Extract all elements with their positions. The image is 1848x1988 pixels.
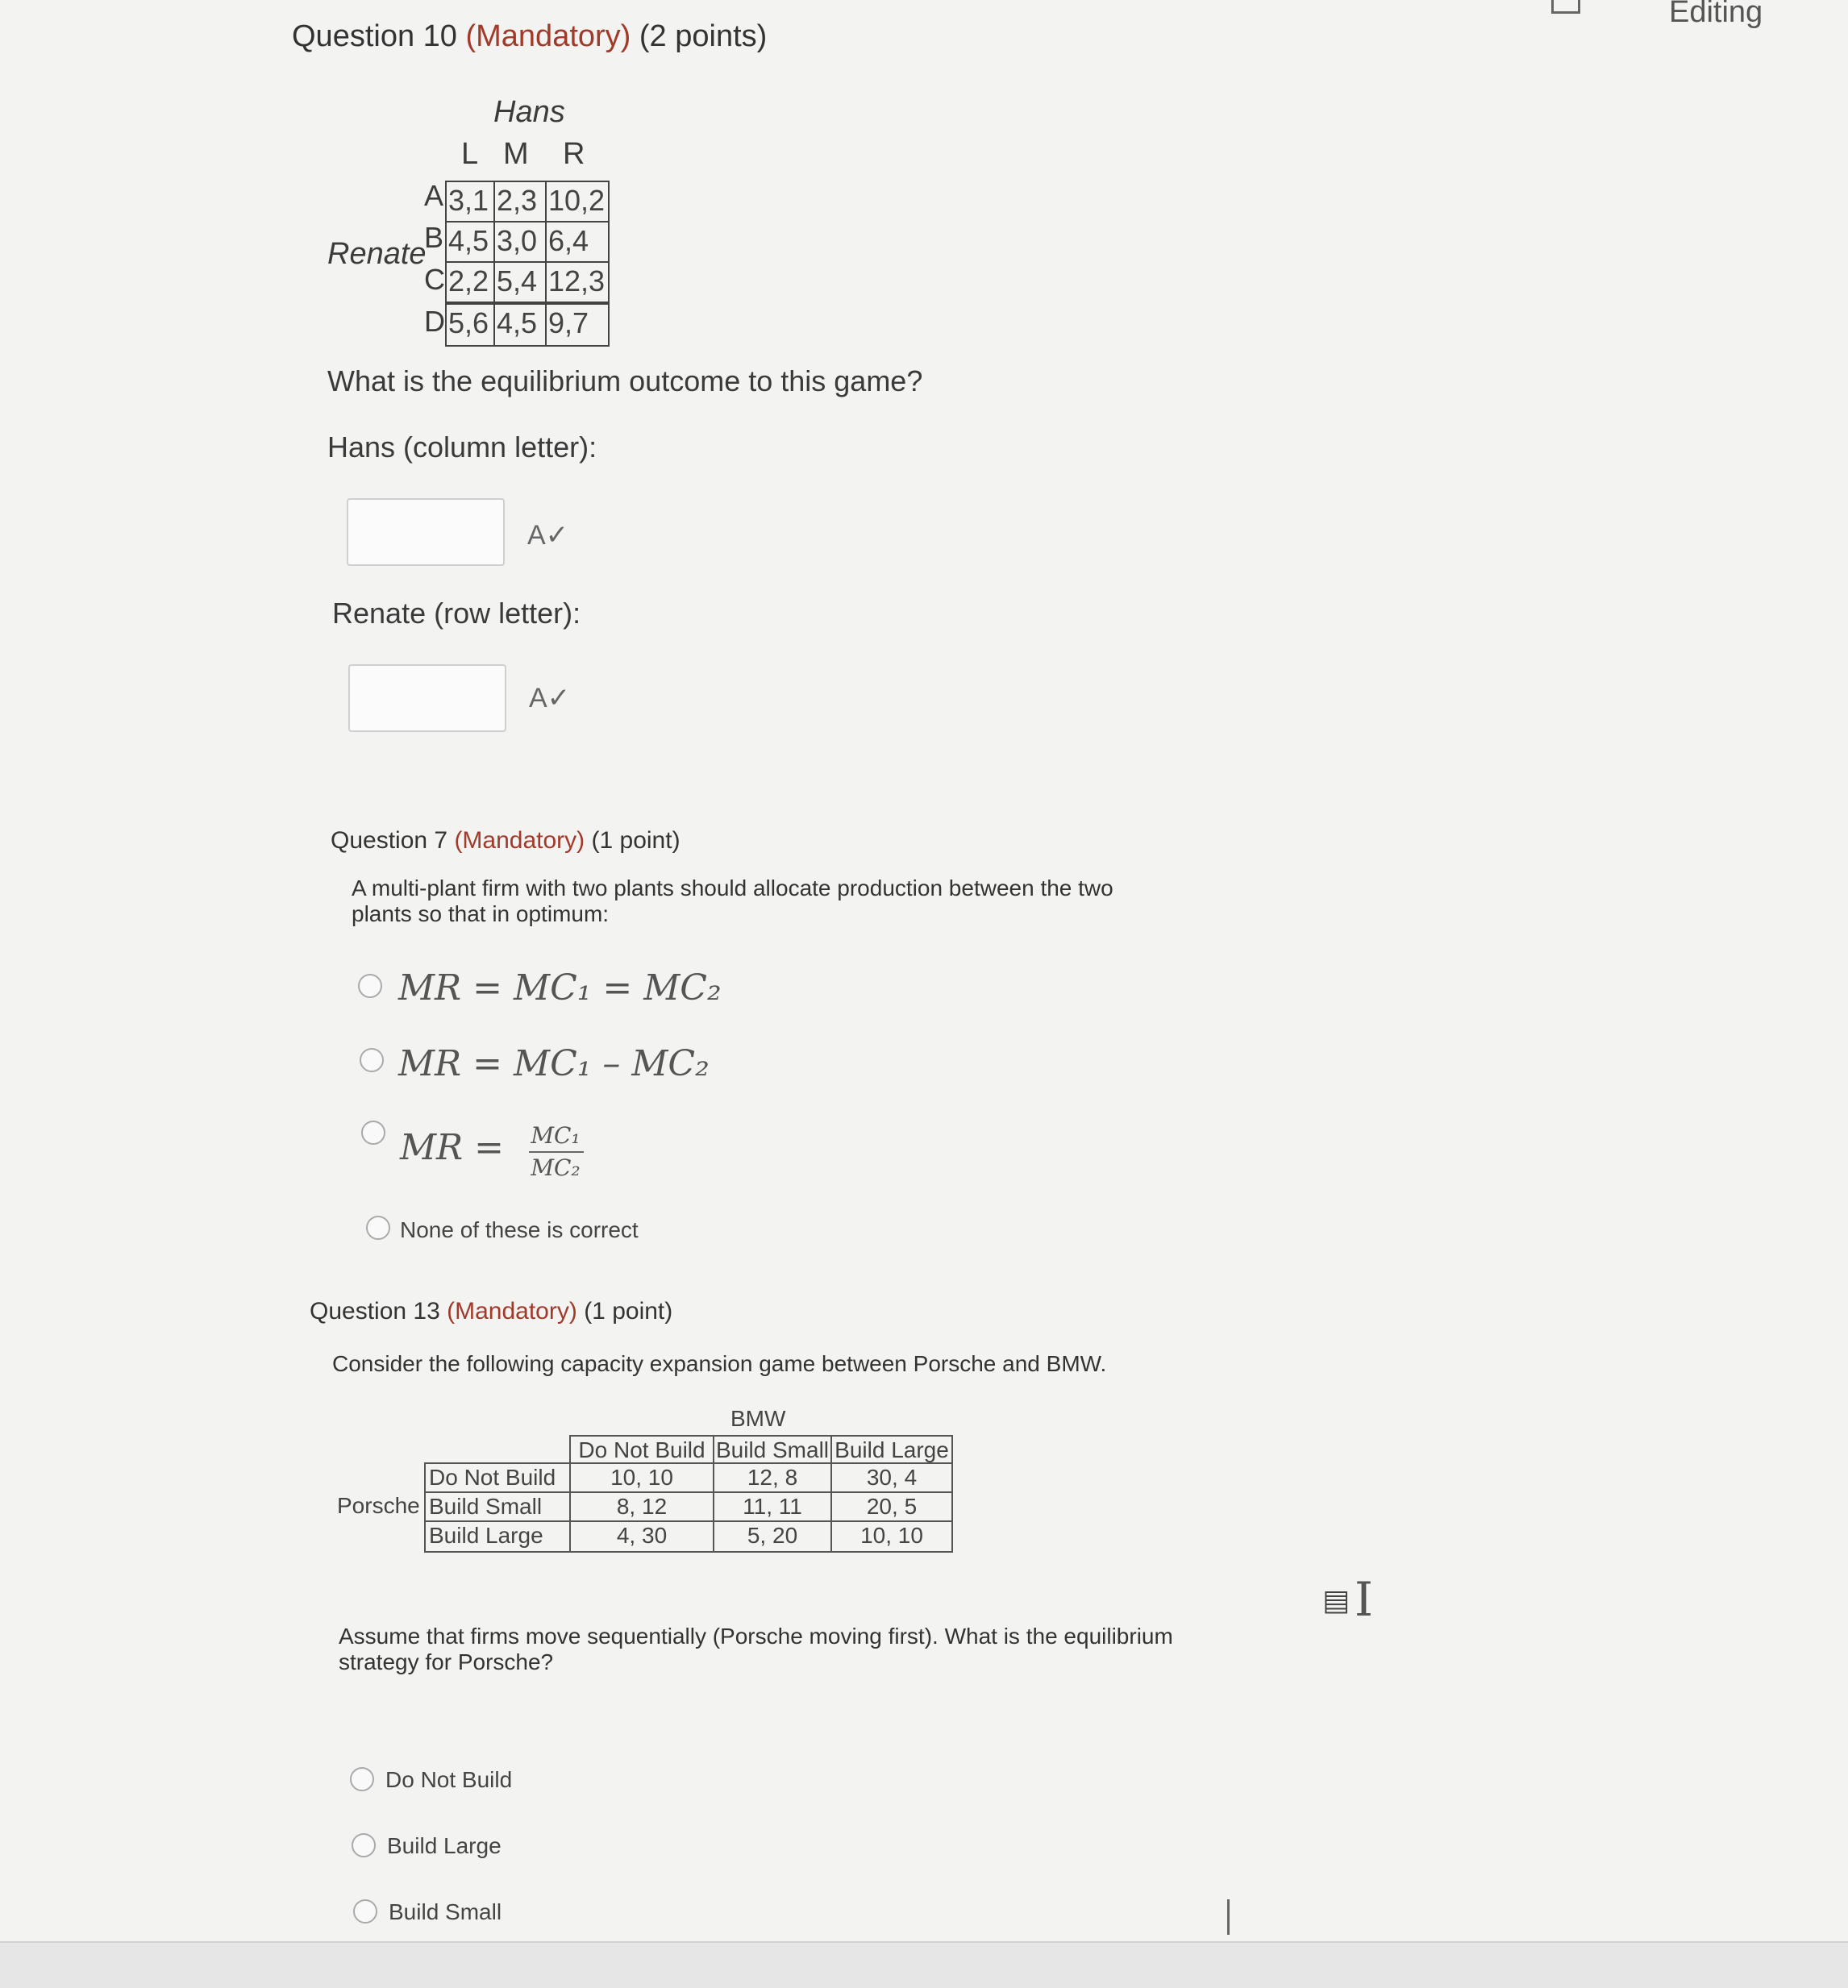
q7-title: Question 7 — [331, 827, 448, 854]
q13-option-do-not-build[interactable]: Do Not Build — [385, 1767, 513, 1792]
q10-row-player: Renate — [327, 237, 427, 271]
q7-radio-2[interactable] — [360, 1048, 384, 1072]
q10-cell-A-M: 2,3 — [493, 181, 547, 223]
q10-cell-B-M: 3,0 — [493, 221, 547, 263]
renate-answer-input[interactable] — [348, 664, 506, 732]
q10-row-D: D — [424, 305, 445, 338]
q13-col-player: BMW — [730, 1406, 786, 1431]
q10-header — [292, 19, 767, 54]
q13-cell-2-3: 20, 5 — [830, 1491, 953, 1522]
q10-cell-A-R: 10,2 — [545, 181, 610, 223]
q13-col-do-not-build: Do Not Build — [569, 1435, 714, 1464]
q10-row-A: A — [424, 179, 444, 212]
q13-cell-2-2: 11, 11 — [713, 1491, 832, 1522]
q7-option-3-denominator: MC₂ — [531, 1154, 581, 1181]
q10-prompt: What is the equilibrium outcome to this game? — [327, 364, 923, 397]
q10-cell-B-R: 6,4 — [545, 221, 610, 263]
q13-question-line1: Assume that firms move sequentially (Porsche moving first). What is the equilibrium — [339, 1624, 1173, 1649]
q13-intro: Consider the following capacity expansion game between Porsche and BMW. — [332, 1351, 1107, 1376]
hans-prompt: Hans (column letter): — [327, 430, 597, 464]
q7-mandatory: (Mandatory) — [454, 827, 585, 854]
q10-row-C: C — [424, 263, 445, 296]
q13-cell-3-1: 4, 30 — [569, 1520, 714, 1553]
q7-option-3-numerator: MC₁ — [531, 1122, 581, 1149]
spellcheck-icon[interactable]: A✓ — [529, 683, 571, 713]
q7-text-line1: A multi-plant firm with two plants should allocate production between the two — [352, 875, 1113, 900]
q13-points: (1 point) — [584, 1298, 673, 1325]
q13-radio-build-small[interactable] — [353, 1899, 377, 1924]
spellcheck-icon[interactable]: A✓ — [527, 520, 569, 551]
q13-cell-1-1: 10, 10 — [569, 1462, 714, 1493]
q7-text-line2: plants so that in optimum: — [352, 901, 610, 926]
q10-cell-B-L: 4,5 — [445, 221, 495, 263]
q10-cell-D-R: 9,7 — [545, 303, 610, 347]
q10-cell-D-L: 5,6 — [445, 303, 495, 347]
fraction-bar — [529, 1151, 584, 1153]
q13-mandatory: (Mandatory) — [447, 1298, 577, 1325]
q13-col-build-large: Build Large — [830, 1435, 953, 1464]
q7-option-2[interactable]: MR = MC₁ – MC₂ — [398, 1043, 710, 1084]
editing-status: Editing — [1669, 0, 1763, 29]
q7-header — [331, 827, 681, 855]
q13-option-build-large[interactable]: Build Large — [387, 1833, 502, 1858]
q7-option-4[interactable]: None of these is correct — [400, 1217, 639, 1242]
q13-row-build-small: Build Small — [424, 1491, 571, 1522]
q10-col-M: M — [503, 137, 529, 171]
q10-cell-C-R: 12,3 — [545, 261, 610, 303]
corner-icon — [1551, 0, 1580, 14]
renate-prompt: Renate (row letter): — [332, 597, 581, 630]
q10-points: (2 points) — [639, 19, 768, 53]
q7-radio-3[interactable] — [361, 1121, 385, 1145]
q13-title: Question 13 — [310, 1298, 440, 1325]
q13-row-player: Porsche — [337, 1493, 420, 1518]
q7-radio-1[interactable] — [358, 974, 382, 998]
q13-cell-3-2: 5, 20 — [713, 1520, 832, 1553]
q10-cell-C-L: 2,2 — [445, 261, 495, 303]
q13-cell-3-3: 10, 10 — [830, 1520, 953, 1553]
q13-cell-1-2: 12, 8 — [713, 1462, 832, 1493]
q10-cell-C-M: 5,4 — [493, 261, 547, 303]
q7-option-1[interactable]: MR = MC₁ = MC₂ — [398, 967, 722, 1009]
q13-cell-1-3: 30, 4 — [830, 1462, 953, 1493]
q13-header — [310, 1298, 672, 1325]
q13-row-do-not-build: Do Not Build — [424, 1462, 571, 1493]
q10-title: Question 10 — [292, 19, 457, 53]
q13-radio-do-not-build[interactable] — [350, 1767, 374, 1791]
q10-col-L: L — [461, 137, 479, 171]
divider — [1227, 1899, 1230, 1935]
hans-answer-input[interactable] — [347, 498, 505, 566]
q10-cell-A-L: 3,1 — [445, 181, 495, 223]
q13-option-build-small[interactable]: Build Small — [389, 1899, 502, 1924]
q10-col-player: Hans — [493, 95, 565, 129]
q13-col-build-small: Build Small — [713, 1435, 832, 1464]
text-cursor-icon: I — [1355, 1572, 1373, 1627]
q10-col-R: R — [563, 137, 585, 171]
q10-mandatory: (Mandatory) — [465, 19, 631, 53]
q7-points: (1 point) — [591, 827, 681, 854]
q7-option-3-lhs[interactable]: MR = — [400, 1127, 505, 1168]
q10-cell-D-M: 4,5 — [493, 303, 547, 347]
q13-row-build-large: Build Large — [424, 1520, 571, 1553]
grid-icon: ▤ — [1322, 1583, 1351, 1616]
q13-cell-2-1: 8, 12 — [569, 1491, 714, 1522]
bottom-bar — [0, 1941, 1848, 1988]
q13-radio-build-large[interactable] — [352, 1833, 376, 1857]
q13-question-line2: strategy for Porsche? — [339, 1649, 554, 1674]
q7-radio-4[interactable] — [366, 1216, 390, 1240]
q10-row-B: B — [424, 221, 444, 254]
